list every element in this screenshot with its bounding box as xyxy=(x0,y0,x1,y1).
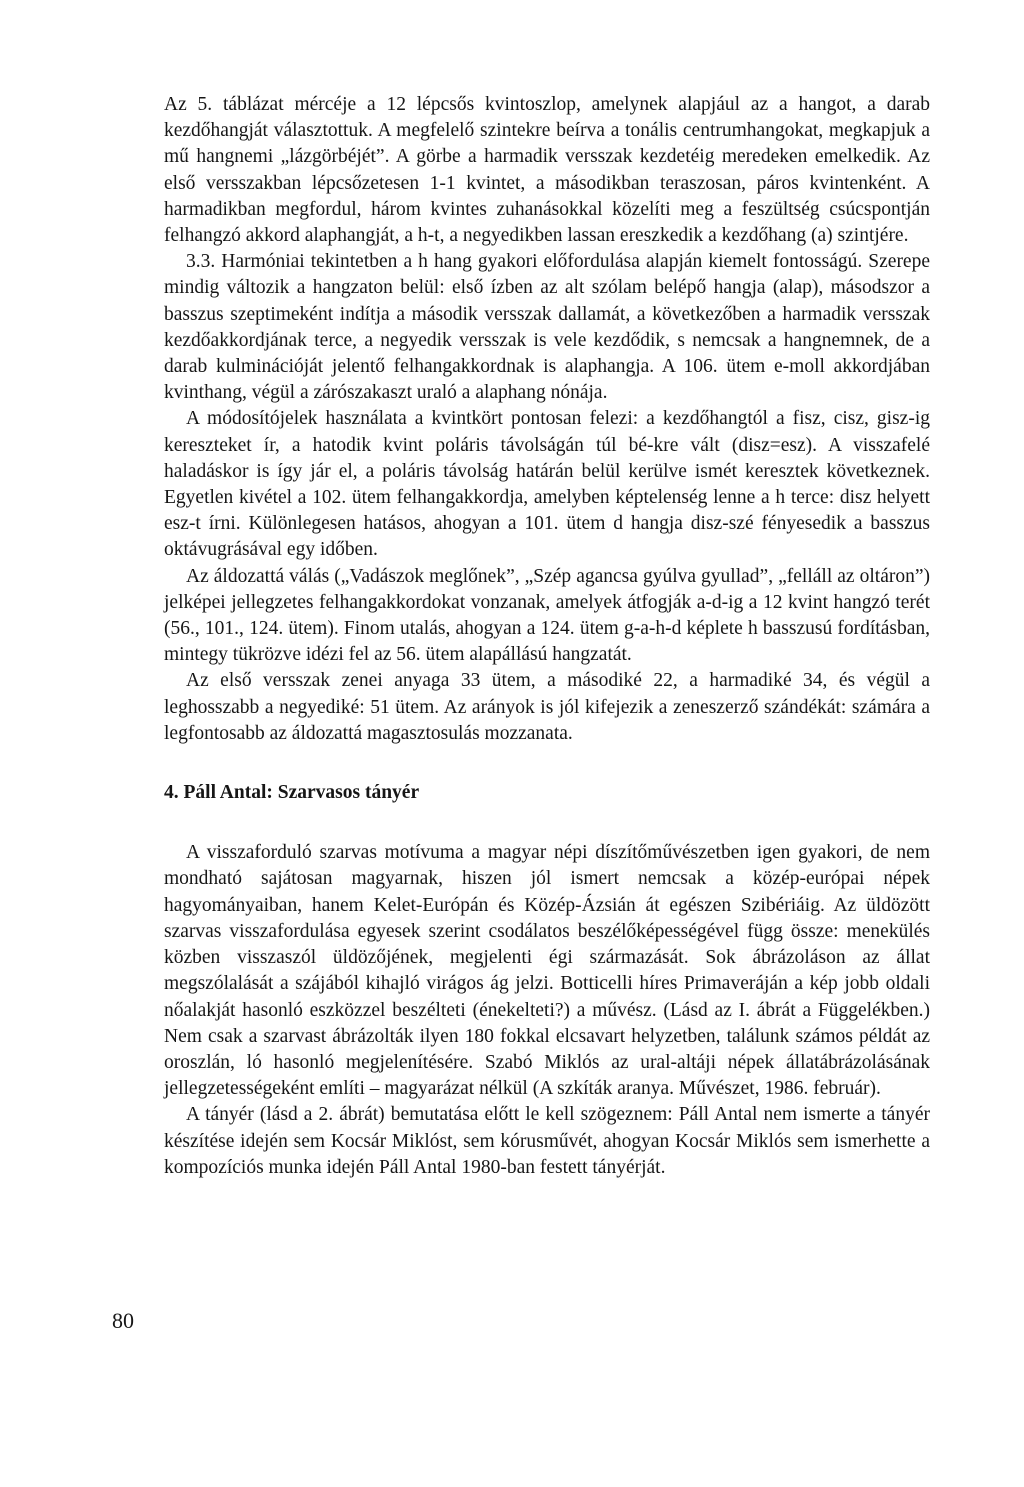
paragraph-scale-description: Az 5. táblázat mércéje a 12 lépcsős kvintoszlop, amelynek alapjául az a hangot, a darab kezdőhangját választottuk. A megfelelő szintekre beírva a tonális centrumhangokat, megkapjuk a mű hangnemi „lázgörbéjét”. A görbe a harmadik versszak kezdetéig meredeken emelkedik. Az első versszakban lépcsőzetesen 1-1 kvintet, a másodikban teraszosan, páros kvintenként. A harmadikban megfordul, három kvintes zuhanásokkal közelíti meg a feszültség csúcspontján felhangzó akkord alaphangját, a h-t, a negyedikben lassan ereszkedik a kezdőhang (a) szintjére. xyxy=(164,94,930,247)
paragraph-plate-note: A tányér (lásd a 2. ábrát) bemutatása előtt le kell szögeznem: Páll Antal nem ismerte a tányér készítése idején sem Kocsár Miklóst, sem kórusművét, ahogyan Kocsár Miklós sem ismerhette a kompozíciós munka idején Páll Antal 1980-ban festett tányérját. xyxy=(164,1104,930,1178)
paragraph-accidentals: A módosítójelek használata a kvintkört pontosan felezi: a kezdőhangtól a fisz, cisz, gisz-ig kereszteket ír, a hatodik kvint poláris távolságán túl bé-kre vált (disz=esz). A visszafelé haladáskor is így jár el, a poláris távolság határán belül kerülve ismét keresztek következnek. Egyetlen kivétel a 102. ütem felhangakkordja, amelyben képtelenség lenne a h terce: disz helyett esz-t írni. Különlegesen hatásos, ahogyan a 101. ütem d hangja disz-szé fényesedik a basszus oktávugrásával egy időben. xyxy=(164,408,930,561)
paragraph-verse-proportions: Az első versszak zenei anyaga 33 ütem, a másodiké 22, a harmadiké 34, és végül a leghosszabb a negyediké: 51 ütem. Az arányok is jól kifejezik a zeneszerző szándékát: számára a legfontosabb az áldozattá magasztosulás mozzanata. xyxy=(164,670,930,744)
page-body xyxy=(164,92,930,1181)
paragraph-harmony: 3.3. Harmóniai tekintetben a h hang gyakori előfordulása alapján kiemelt fontosságú. Szerepe mindig változik a hangzaton belül: első ízben az alt szólam belépő hangja (alap), másodszor a basszus szeptimeként indítja a második versszak dallamát, a következőben a harmadik versszak kezdőakkordjának terce, a negyedik versszak is vele kezdődik, s nemcsak a hangnemnek, de a darab kulminációját jelentő felhangakkordnak is alaphangja. A 106. ütem e-moll akkordjában kvinthang, végül a zárószakaszt uraló a alaphang nónája. xyxy=(164,251,930,404)
paragraph-sacrifice-symbols: Az áldozattá válás („Vadászok meglőnek”, „Szép agancsa gyúlva gyullad”, „felláll az oltáron”) jelképei jellegzetes felhangakkordokat vonzanak, amelyek átfogják a-d-ig a 12 kvint hangzó terét (56., 101., 124. ütem). Finom utalás, ahogyan a 124. ütem g-a-h-d képlete h basszusú fordításban, mintegy tükrözve idézi fel az 56. ütem alapállású hangzatát. xyxy=(164,565,930,666)
section-heading: 4. Páll Antal: Szarvasos tányér xyxy=(164,782,420,804)
paragraph-deer-motif: A visszaforduló szarvas motívuma a magyar népi díszítőművészetben igen gyakori, de nem mondható sajátosan magyarnak, hiszen jól ismert nemcsak a közép-európai népek hagyományaiban, hanem Kelet-Európán és Közép-Ázsián át egészen Szibériáig. Az üldözött szarvas visszafordulása egyesek szerint csodálatos beszélőképességével függ össze: menekülés közben visszaszól üldözőjének, megjelenti égi származását. Sok ábrázoláson az állat megszólalását a szájából kihajló virágos ág jelzi. Botticelli híres Primaveráján a kép jobb oldali nőalakját hasonló eszközzel beszélteti (énekelteti?) a művész. (Lásd az I. ábrát a Függelékben.) Nem csak a szarvast ábrázolták ilyen 180 fokkal elcsavart helyzetben, találunk számos példát az oroszlán, ló hasonló megjelenítésére. Szabó Miklós az ural-altáji népek állatábrázolásának jellegzetességeként említi – magyarázat nélkül (A szkíták aranya. Művészet, 1986. február). xyxy=(164,842,930,1100)
page-number: 80 xyxy=(112,1308,134,1333)
